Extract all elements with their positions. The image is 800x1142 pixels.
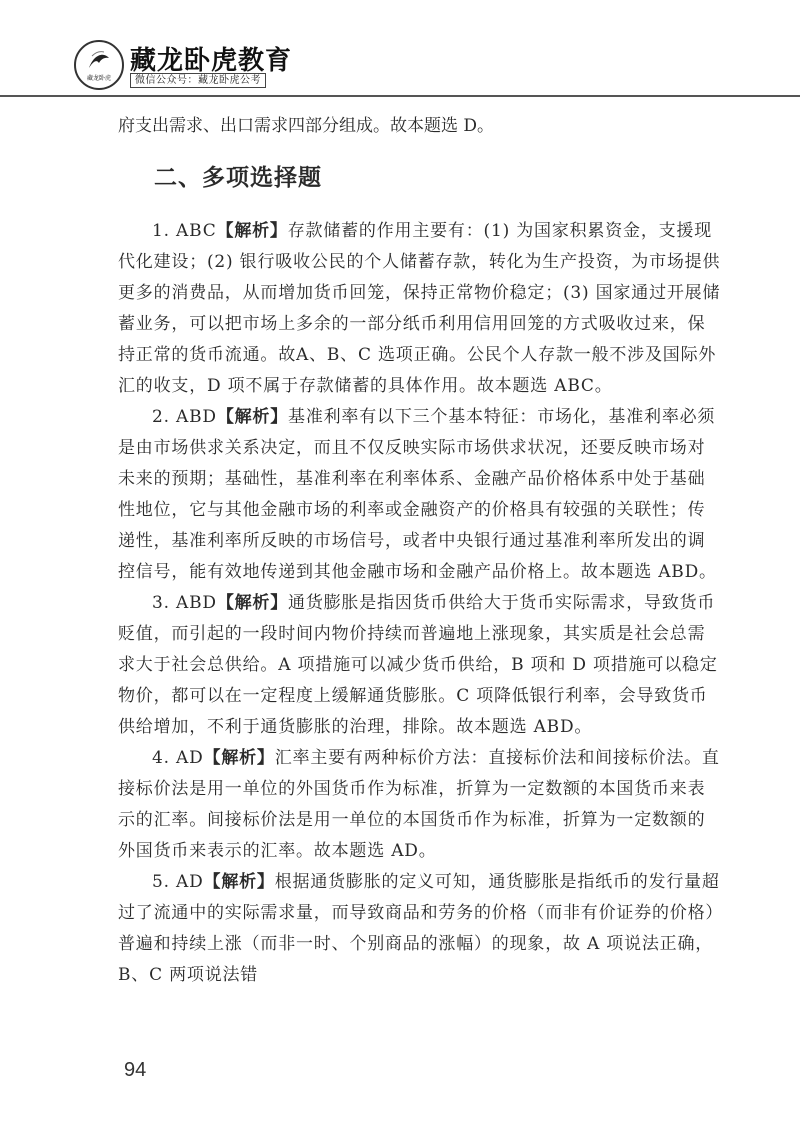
answer-text: 存款储蓄的作用主要有：(1) 为国家积累资金，支援现代化建设；(2) 银行吸收公民的个人储蓄存款，转化为生产投资，为市场提供更多的消费品，从而增加货币回笼，保持正常物价稳定；(3) 国家通过开展储蓄业务，可以把市场上多余的一部分纸币利用信用回笼的方式吸收过来，保持正常的货币流通。故A、B、C 选项正确。公民个人存款一般不涉及国际外汇的收支，D 项不属于存款储蓄的具体作用。故本题选 ABC。 [118,221,721,396]
dragon-icon [86,50,112,72]
analysis-tag: 【解析】 [203,872,275,892]
analysis-tag: 【解析】 [216,221,288,241]
answer-number: 1. ABC [152,221,217,241]
answer-number: 4. AD [152,748,204,768]
answer-number: 3. ABD [152,593,217,613]
answer-item-2 [118,402,722,588]
brand-title: 藏龙卧虎教育 [130,46,293,76]
brand-logo [74,40,124,90]
page-header [0,0,800,96]
answer-number: 5. AD [152,872,204,892]
answer-number: 2. ABD [152,407,217,427]
brand-subtitle: 微信公众号：藏龙卧虎公考 [130,73,266,88]
analysis-tag: 【解析】 [203,748,275,768]
section-title: 二、多项选择题 [154,165,322,191]
page-content [118,112,722,991]
answer-item-1 [118,216,722,402]
analysis-tag: 【解析】 [216,407,289,427]
continued-paragraph: 府支出需求、出口需求四部分组成。故本题选 D。 [118,116,495,136]
answer-item-3 [118,588,722,743]
header-divider [0,95,800,97]
answer-text: 基准利率有以下三个基本特征：市场化，基准利率必须是由市场供求关系决定，而且不仅反映实际市场供求状况，还要反映市场对未来的预期；基础性，基准利率在利率体系、金融产品价格体系中处于基础性地位，它与其他金融市场的利率或金融资产的价格具有较强的关联性；传递性，基准利率所反映的市场信号，或者中央银行通过基准利率所发出的调控信号，能有效地传递到其他金融市场和金融产品价格上。故本题选 ABD。 [118,407,717,582]
page-number: 94 [124,1059,147,1081]
answer-text: 汇率主要有两种标价方法：直接标价法和间接标价法。直接标价法是用一单位的外国货币作为标准，折算为一定数额的本国货币来表示的汇率。间接标价法是用一单位的本国货币作为标准，折算为一定数额的外国货币来表示的汇率。故本题选 AD。 [118,748,720,861]
answer-text: 通货膨胀是指因货币供给大于货币实际需求，导致货币贬值，而引起的一段时间内物价持续而普遍地上涨现象，其实质是社会总需求大于社会总供给。A 项措施可以减少货币供给，B 项和 D 项措施可以稳定物价，都可以在一定程度上缓解通货膨胀。C 项降低银行利率，会导致货币供给增加，不利于通货膨胀的治理，排除。故本题选 ABD。 [118,593,718,737]
answer-item-4 [118,743,722,867]
analysis-tag: 【解析】 [216,593,289,613]
logo-caption: 藏龙卧虎 [86,75,111,82]
answer-text: 根据通货膨胀的定义可知，通货膨胀是指纸币的发行量超过了流通中的实际需求量，而导致商品和劳务的价格（而非有价证券的价格）普遍和持续上涨（而非一时、个别商品的涨幅）的现象，故 A 项说法正确，B、C 两项说法错 [118,872,720,985]
answer-item-5 [118,867,722,991]
answer-list [118,216,722,991]
